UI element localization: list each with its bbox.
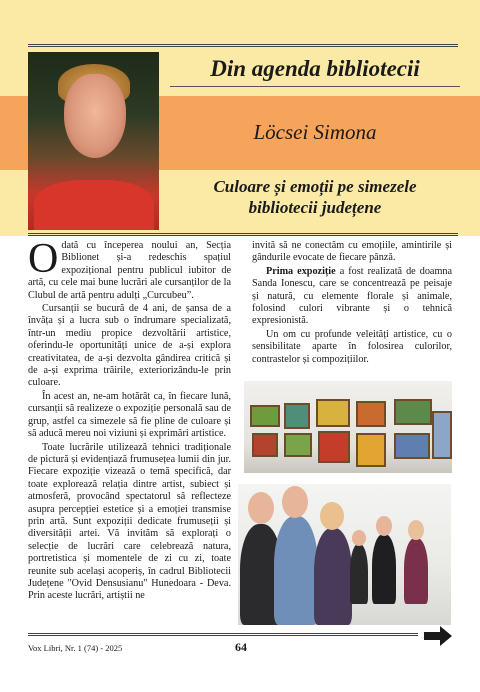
page-number: 64 — [235, 640, 247, 654]
paragraph: invită să ne conectăm cu emoțiile, amintirile și gândurile evocate de fiecare pânză. — [252, 240, 452, 264]
exhibition-wall-photo — [244, 381, 452, 473]
person-head — [282, 486, 308, 518]
header-rule — [28, 46, 458, 48]
painting — [432, 411, 452, 459]
paragraph: Cursanții se bucură de 4 ani, de șansa de a învăța și a lucra sub o îndrumare specializată, într-un mediu propice dezvoltării artistice, oferindu-le oportunități unice de a-și explora creativitatea, de a-și dezvolta gândirea critică și de a-și exprima trăirile, exteriorizându-le prin culoare. — [28, 303, 231, 389]
paragraph — [252, 266, 452, 328]
paragraph: În acest an, ne-am hotărât ca, în fiecare lună, cursanții să realizeze o expoziție personală sau de grup, astfel ca simezele să fie pline de culoare și să aducă mereu noi viziuni și exprimări artistice. — [28, 390, 231, 440]
painting — [284, 433, 312, 457]
person — [372, 534, 396, 604]
paragraph-text: dată cu începerea noului an, Secția Biblionet și-a redeschis spațiul expozițional pentru publicul iubitor de artă, cu cele mai bune lucrări ale cursanților de la Clubul de artă pentru adulți „Curcubeu”. — [28, 240, 231, 301]
bold-phrase: Prima expoziție — [266, 265, 336, 277]
paragraph — [28, 236, 231, 302]
article-subtitle — [175, 176, 455, 218]
painting — [356, 401, 386, 427]
footer-rule — [28, 633, 418, 634]
paragraph: Toate lucrările utilizează tehnici tradiționale de pictură și evidențiază frumusețea lumii din jur. Fiecare expoziție vizează o temă specifică, dar toate explorează relația dintre artist, subiect și atmosferă, provocând spectatorul să reflecteze asupra percepției estetice și a emoției transmise prin artă. Sunt expoziții dedicate frumuseții și diversității artei. Vă invităm să explorați o selecție de lucrări care celebrează natura, portretistica și momentele de zi cu zi, toate reunite sub același acoperiș, în cadrul Bibliotecii Județene "Ovid Densusianu" Hunedoara - Deva. Prin aceste lucrări, artiștii ne — [28, 441, 231, 602]
subtitle-line-2: bibliotecii județene — [248, 198, 382, 217]
arrow-right-icon[interactable] — [424, 626, 452, 646]
drop-cap: O — [28, 236, 59, 282]
paragraph-text: a fost realizată de doamna Sanda Ionescu, care se concentrează pe peisaje și natură, cu elemente florale și animale, folosind culori vibrante și o tehnică expresionistă. — [252, 265, 452, 327]
section-title: Din agenda bibliotecii — [210, 56, 420, 81]
article-column-right — [252, 240, 452, 367]
painting — [356, 433, 386, 467]
person-head — [320, 502, 344, 530]
person — [314, 528, 352, 625]
event-attendees-photo — [238, 484, 451, 625]
person — [350, 544, 368, 604]
portrait-face — [64, 74, 126, 158]
footer-rule — [28, 635, 418, 636]
title-rule — [170, 86, 460, 88]
painting — [284, 403, 310, 429]
article-column-left — [28, 236, 231, 604]
person-head — [248, 492, 274, 524]
painting — [316, 399, 350, 427]
portrait-dress — [34, 180, 154, 230]
painting — [252, 433, 278, 457]
person-head — [352, 530, 366, 546]
painting — [318, 431, 350, 463]
subtitle-rule — [28, 233, 458, 234]
subtitle-line-1: Culoare și emoții pe simezele — [213, 177, 417, 196]
person — [404, 538, 428, 604]
painting — [250, 405, 280, 427]
publication-info: Vox Libri, Nr. 1 (74) - 2025 — [28, 643, 123, 653]
person-head — [408, 520, 424, 540]
subtitle-rule — [28, 235, 458, 236]
painting — [394, 399, 432, 425]
author-name: Löcsei Simona — [253, 120, 377, 144]
painting — [394, 433, 430, 459]
author-portrait-photo — [28, 52, 159, 230]
person-head — [376, 516, 392, 536]
person — [274, 516, 318, 625]
paragraph: Un om cu profunde veleități artistice, cu o sensibilitate aparte în folosirea culorilor, contrastelor și compozițiilor. — [252, 328, 452, 365]
